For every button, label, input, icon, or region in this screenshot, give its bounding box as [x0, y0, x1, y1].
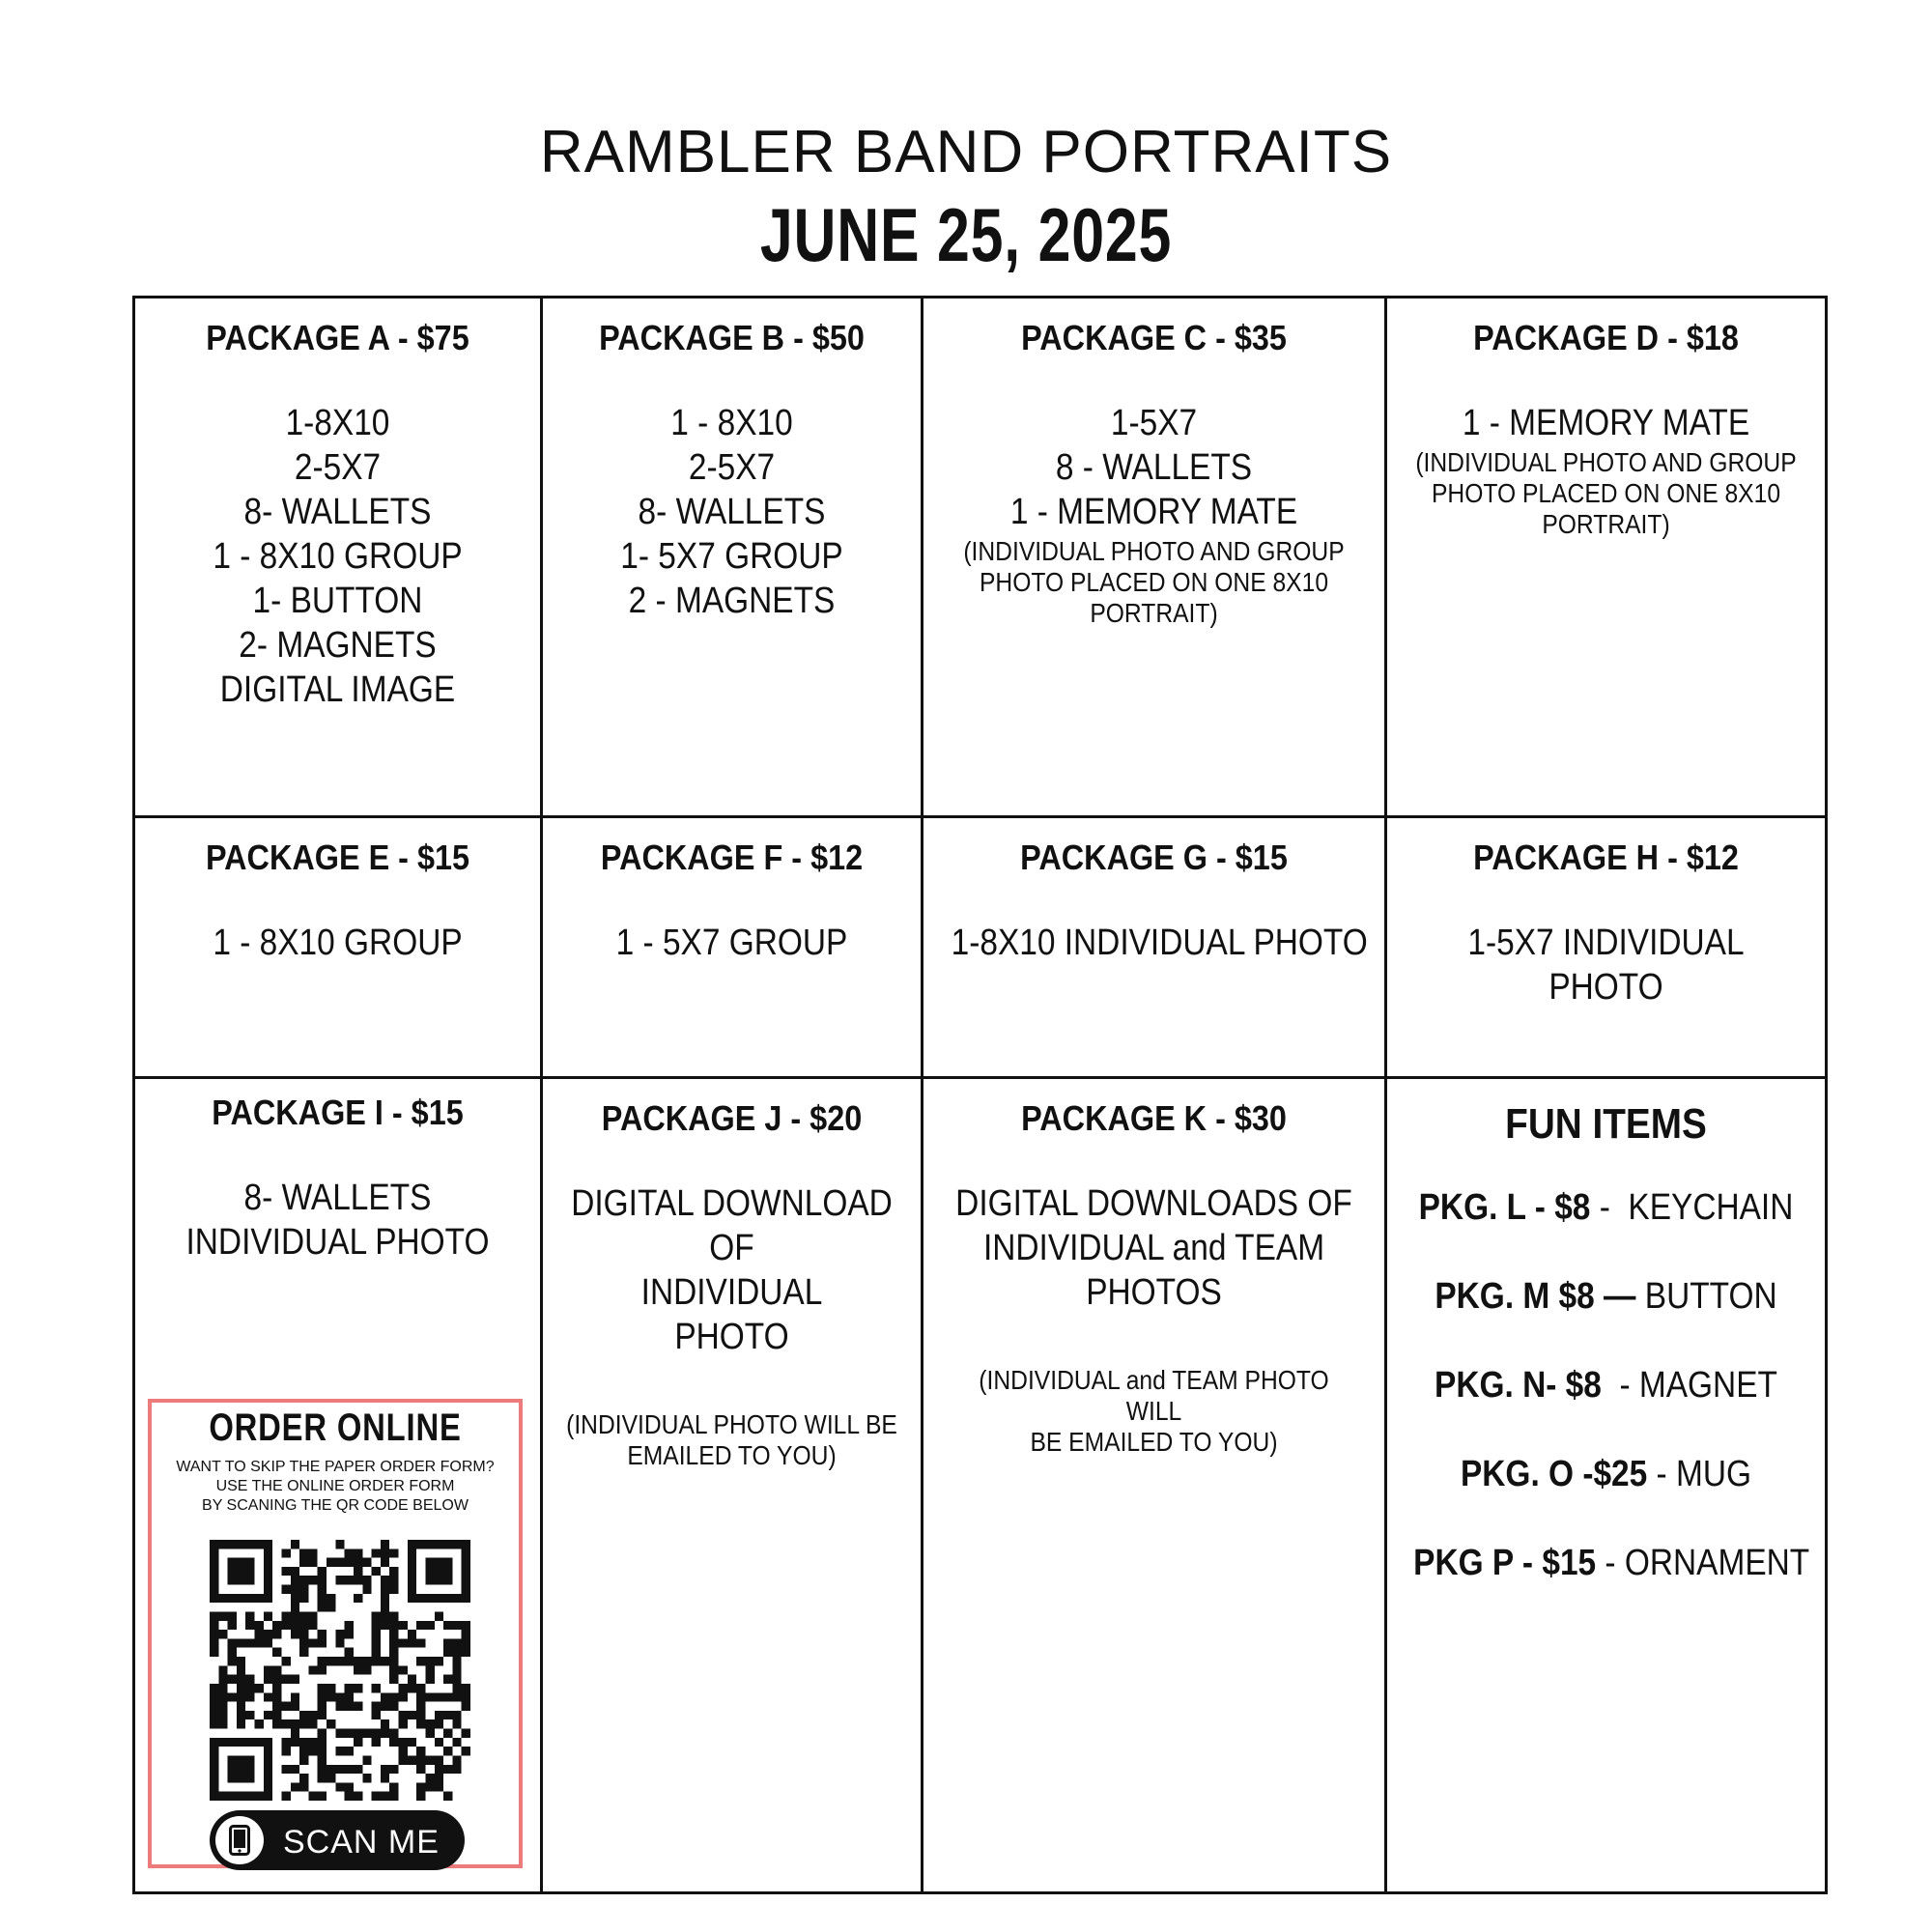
package-item: 1 - 5X7 GROUP [615, 923, 848, 963]
order-online-box [148, 1399, 523, 1868]
fun-item-row [1413, 1543, 1810, 1632]
phone-icon [215, 1816, 264, 1864]
package-j [543, 1079, 921, 1891]
fun-item-name: KEYCHAIN [1628, 1187, 1794, 1228]
package-d-name: PACKAGE D - $18 [1473, 318, 1739, 357]
package-item: INDIVIDUAL and TEAM [982, 1228, 1325, 1268]
package-b-name: PACKAGE B - $50 [599, 318, 865, 357]
package-k [923, 1079, 1384, 1891]
package-item: 2-5X7 [688, 447, 776, 488]
fun-item-sep: - [1647, 1454, 1676, 1494]
package-c [923, 298, 1384, 815]
package-note: (INDIVIDUAL PHOTO AND GROUP [1415, 447, 1797, 477]
package-item: 1-8X10 INDIVIDUAL PHOTO [951, 923, 1368, 963]
package-e-name: PACKAGE E - $15 [205, 838, 470, 877]
fun-item-sep: - [1601, 1365, 1639, 1406]
package-item: 1-5X7 [1110, 403, 1198, 443]
package-item: OF [709, 1228, 754, 1268]
package-note: (INDIVIDUAL PHOTO AND GROUP [963, 536, 1345, 566]
page-title: RAMBLER BAND PORTRAITS [539, 119, 1393, 185]
package-item: 8 - WALLETS [1055, 447, 1253, 488]
package-item: 2- MAGNETS [239, 625, 437, 666]
package-note: (INDIVIDUAL PHOTO WILL BE [566, 1409, 897, 1439]
package-item: 1 - 8X10 GROUP [213, 923, 463, 963]
package-item: DIGITAL DOWNLOAD [571, 1183, 893, 1224]
package-f-name: PACKAGE F - $12 [600, 838, 864, 877]
package-item: DIGITAL IMAGE [219, 669, 456, 710]
package-item: PHOTO [674, 1317, 789, 1357]
package-note: (INDIVIDUAL and TEAM PHOTO WILL [979, 1365, 1329, 1426]
fun-items [1387, 1079, 1825, 1891]
fun-item-code: PKG. L - $8 [1418, 1187, 1591, 1228]
fun-item-code: PKG. N- $8 [1435, 1365, 1602, 1406]
package-h-name: PACKAGE H - $12 [1473, 838, 1739, 877]
package-item: INDIVIDUAL PHOTO [185, 1222, 490, 1263]
package-item: 2-5X7 [294, 447, 382, 488]
fun-item-code: PKG. M $8 — [1435, 1276, 1636, 1317]
package-note: EMAILED TO YOU) [627, 1440, 837, 1470]
package-item: 1 - MEMORY MATE [1462, 403, 1750, 443]
package-k-name: PACKAGE K - $30 [1021, 1098, 1287, 1138]
fun-item-sep [1635, 1276, 1644, 1317]
package-note: PORTRAIT) [1542, 509, 1670, 539]
package-item: PHOTO [1548, 967, 1663, 1008]
fun-items-title: FUN ITEMS [1505, 1100, 1707, 1148]
package-item: 1-5X7 INDIVIDUAL [1467, 923, 1745, 963]
fun-item-row [1413, 1276, 1799, 1365]
package-i-name: PACKAGE I - $15 [212, 1093, 464, 1132]
package-item: 8- WALLETS [638, 492, 826, 532]
package-item: INDIVIDUAL [640, 1272, 823, 1313]
fun-item-sep: - [1590, 1187, 1629, 1228]
package-note: PHOTO PLACED ON ONE 8X10 [1431, 478, 1781, 508]
package-item: 1-8X10 [285, 403, 390, 443]
package-note: PORTRAIT) [1090, 598, 1218, 628]
package-item: 8- WALLETS [243, 1178, 432, 1218]
package-item: 1 - MEMORY MATE [1009, 492, 1298, 532]
scan-me-button[interactable] [210, 1810, 465, 1870]
package-note: BE EMAILED TO YOU) [1030, 1427, 1278, 1457]
package-j-name: PACKAGE J - $20 [601, 1098, 863, 1138]
fun-item-name: BUTTON [1644, 1276, 1777, 1317]
fun-item-row [1413, 1365, 1799, 1454]
fun-item-name: ORNAMENT [1624, 1543, 1810, 1583]
package-b [543, 298, 921, 815]
package-a-name: PACKAGE A - $75 [206, 318, 469, 357]
order-online-text: USE THE ONLINE ORDER FORM [215, 1478, 455, 1494]
fun-item-code: PKG. O -$25 [1460, 1454, 1648, 1494]
order-online-text: BY SCANING THE QR CODE BELOW [202, 1497, 469, 1514]
fun-item-name: MUG [1675, 1454, 1752, 1494]
package-h [1387, 818, 1825, 1076]
qr-code-icon[interactable] [210, 1540, 470, 1801]
package-c-name: PACKAGE C - $35 [1021, 318, 1287, 357]
order-online-title: ORDER ONLINE [209, 1406, 462, 1449]
package-item: 1- BUTTON [252, 581, 423, 621]
package-item: PHOTOS [1086, 1272, 1222, 1313]
fun-item-row [1413, 1454, 1799, 1543]
package-f [543, 818, 921, 1076]
package-item: 1 - 8X10 [670, 403, 793, 443]
package-item: 2 - MAGNETS [628, 581, 836, 621]
package-g [923, 818, 1384, 1076]
package-item: 1 - 8X10 GROUP [213, 536, 463, 577]
fun-item-code: PKG P - $15 [1413, 1543, 1597, 1583]
event-date: JUNE 25, 2025 [759, 192, 1173, 277]
package-a [135, 298, 540, 815]
fun-item-sep: - [1596, 1543, 1625, 1583]
fun-item-row [1413, 1187, 1799, 1276]
package-item: 1- 5X7 GROUP [620, 536, 843, 577]
package-d [1387, 298, 1825, 815]
fun-item-name: MAGNET [1638, 1365, 1777, 1406]
package-g-name: PACKAGE G - $15 [1020, 838, 1288, 877]
package-item: DIGITAL DOWNLOADS OF [955, 1183, 1352, 1224]
scan-me-label: SCAN ME [283, 1824, 440, 1861]
order-online-text: WANT TO SKIP THE PAPER ORDER FORM? [176, 1459, 495, 1475]
package-item: 8- WALLETS [243, 492, 432, 532]
package-note: PHOTO PLACED ON ONE 8X10 [979, 567, 1329, 597]
package-e [135, 818, 540, 1076]
